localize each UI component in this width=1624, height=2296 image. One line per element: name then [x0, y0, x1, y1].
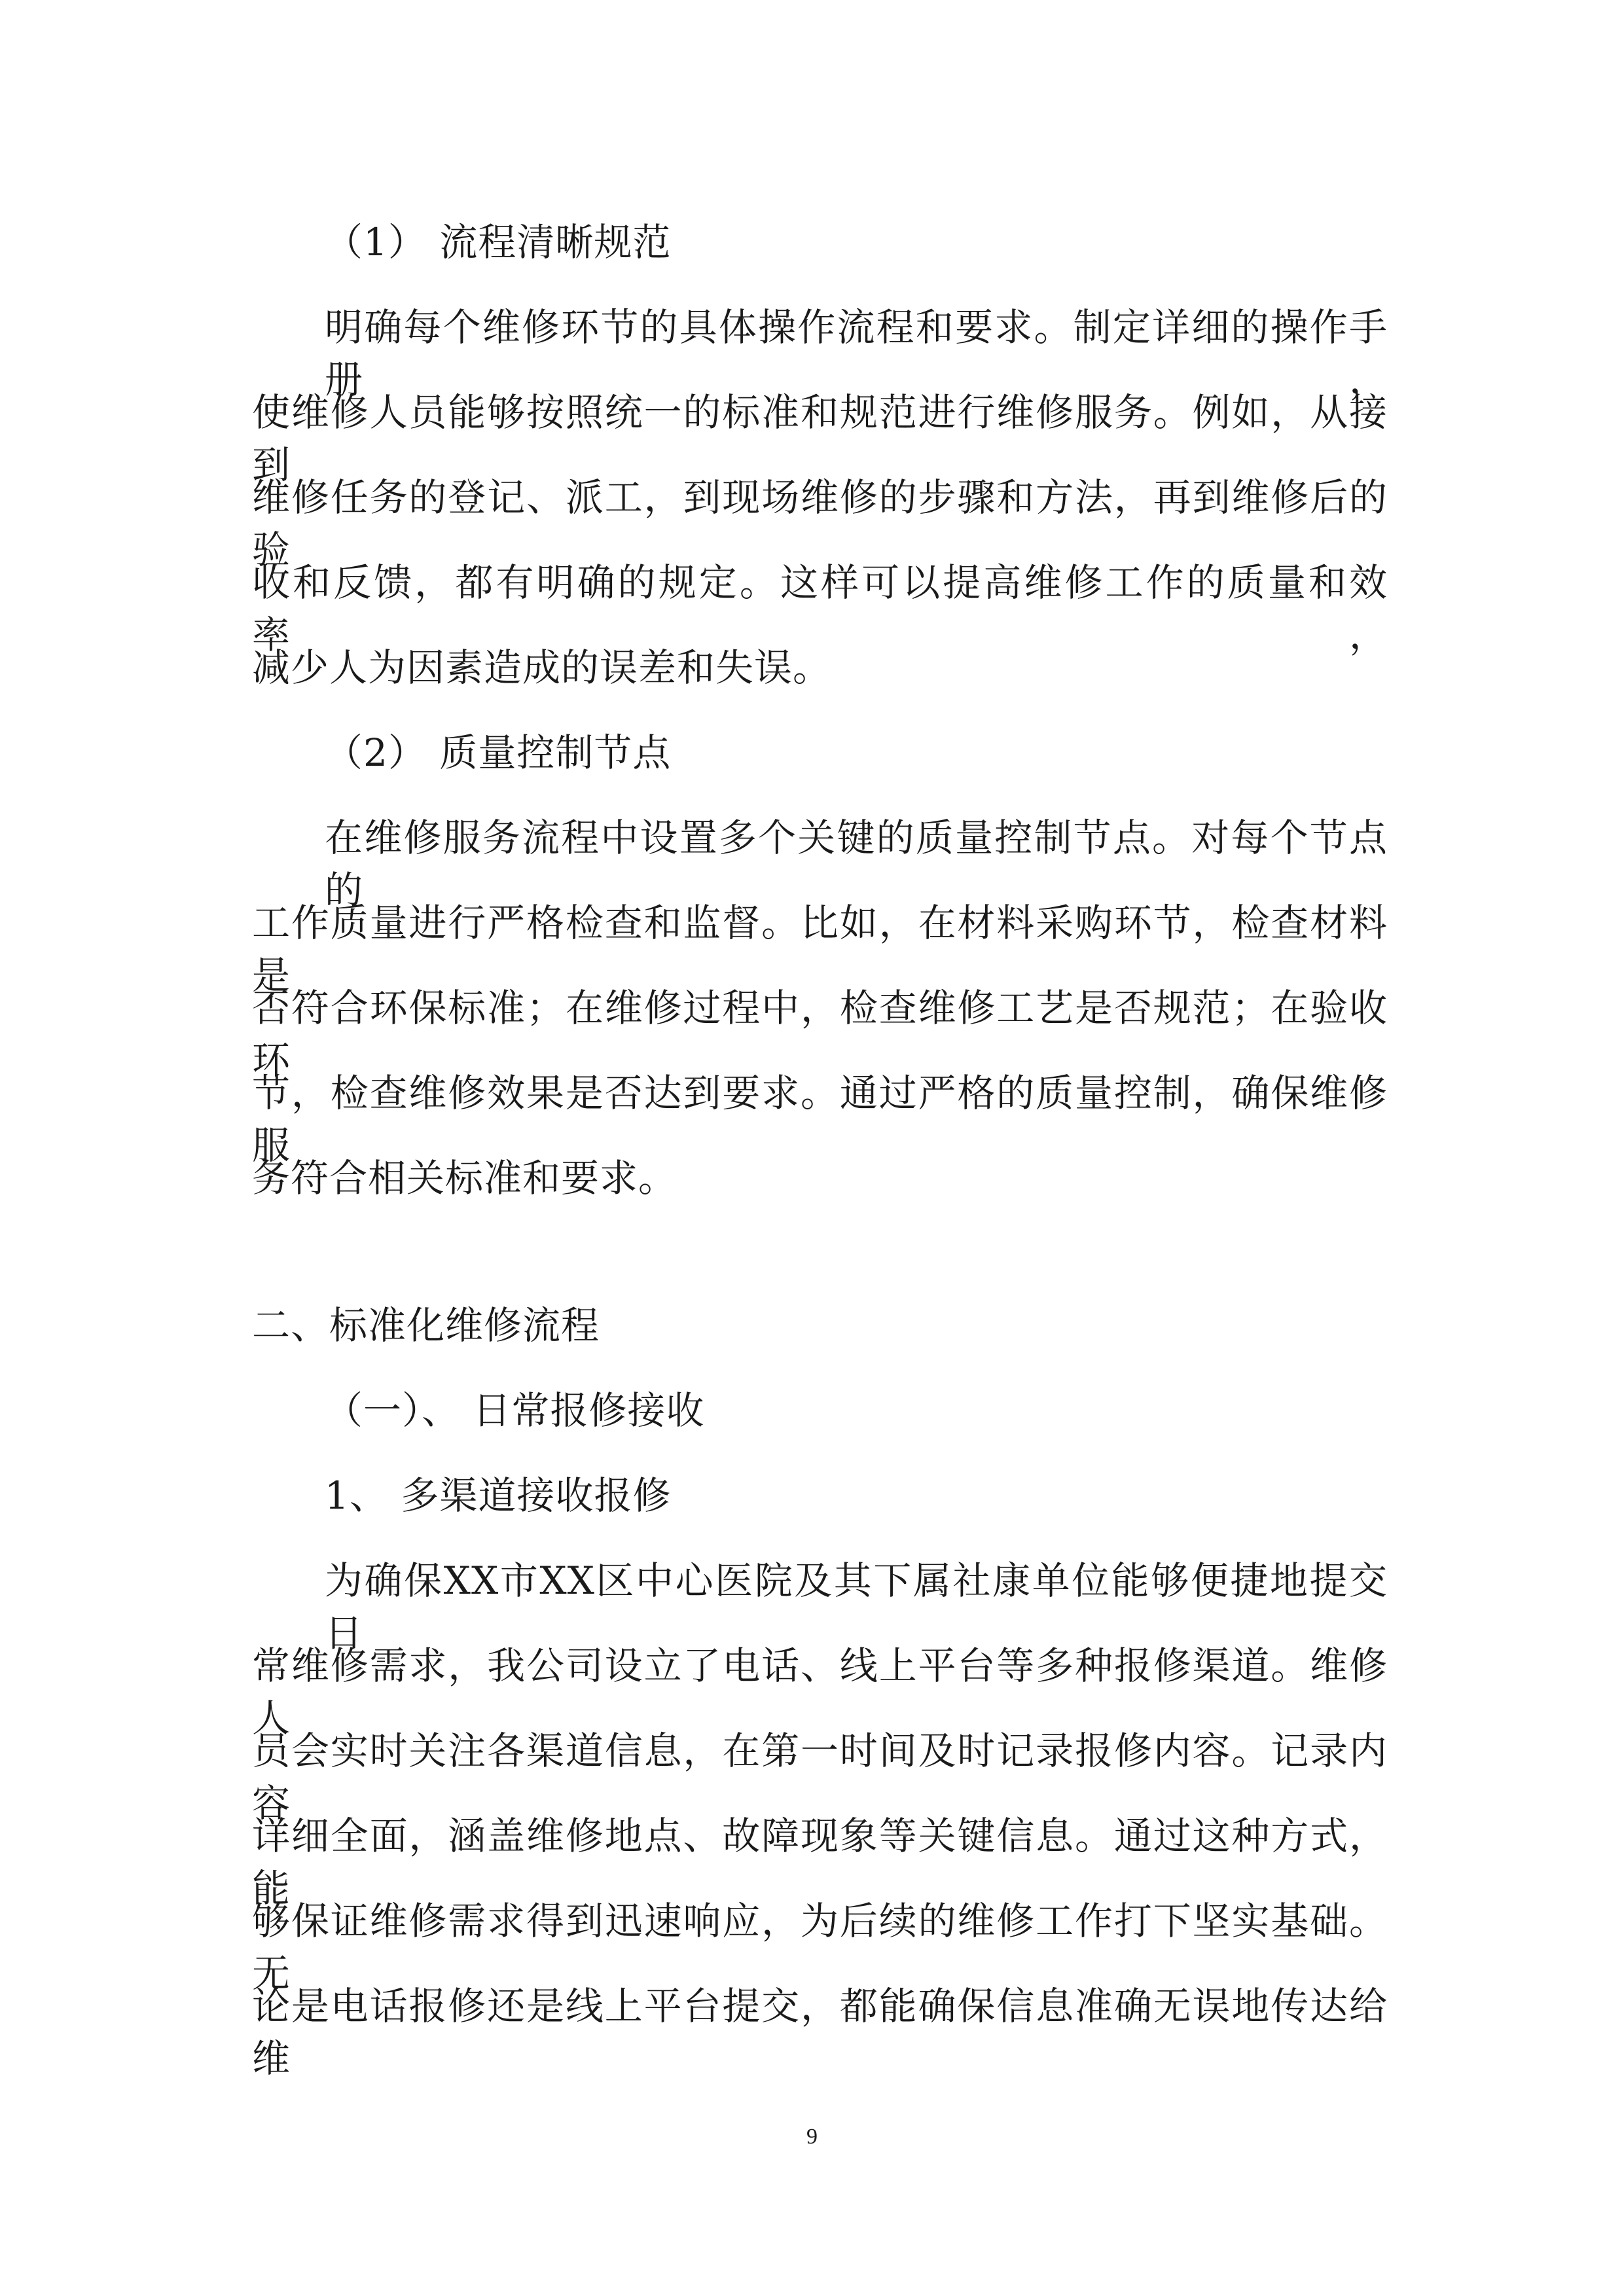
- subsection-heading-2: （2） 质量控制节点: [325, 730, 672, 775]
- paragraph-3-line-4: 详细全面，涵盖维修地点、故障现象等关键信息。通过这种方式，能: [252, 1814, 1388, 1910]
- subsection-heading-1: （1） 流程清晰规范: [325, 220, 672, 264]
- paragraph-3-line-2: 常维修需求，我公司设立了电话、线上平台等多种报修渠道。维修人: [252, 1643, 1388, 1740]
- paragraph-1-line-3: 维修任务的登记、派工，到现场维修的步骤和方法，再到维修后的验: [252, 475, 1388, 572]
- paragraph-1-line-2: 使维修人员能够按照统一的标准和规范进行维修服务。例如，从接到: [252, 390, 1388, 487]
- paragraph-1-line-4: 收和反馈，都有明确的规定。这样可以提高维修工作的质量和效率，: [252, 560, 1388, 657]
- paragraph-3-line-6: 论是电话报修还是线上平台提交，都能确保信息准确无误地传达给维: [252, 1984, 1388, 2081]
- paragraph-1-line-5: 减少人为因素造成的误差和失误。: [252, 645, 832, 690]
- paragraph-2-line-1: 在维修服务流程中设置多个关键的质量控制节点。对每个节点的: [325, 816, 1388, 912]
- item-heading: 1、 多渠道接收报修: [325, 1473, 672, 1518]
- section-heading: （一）、 日常报修接收: [325, 1388, 705, 1433]
- paragraph-3-line-3: 员会实时关注各渠道信息，在第一时间及时记录报修内容。记录内容: [252, 1729, 1388, 1825]
- paragraph-3-line-5: 够保证维修需求得到迅速响应，为后续的维修工作打下坚实基础。无: [252, 1899, 1388, 1996]
- paragraph-2-line-5: 务符合相关标准和要求。: [252, 1156, 677, 1200]
- paragraph-1-line-1: 明确每个维修环节的具体操作流程和要求。制定详细的操作手册，: [325, 305, 1388, 402]
- page-number: 9: [806, 2125, 818, 2149]
- chapter-heading: 二、标准化维修流程: [252, 1303, 600, 1348]
- paragraph-3-line-1: 为确保XX市XX区中心医院及其下属社康单位能够便捷地提交日: [325, 1558, 1388, 1655]
- paragraph-2-line-2: 工作质量进行严格检查和监督。比如，在材料采购环节，检查材料是: [252, 901, 1388, 997]
- paragraph-2-line-3: 否符合环保标准；在维修过程中，检查维修工艺是否规范；在验收环: [252, 986, 1388, 1083]
- paragraph-2-line-4: 节，检查维修效果是否达到要求。通过严格的质量控制，确保维修服: [252, 1071, 1388, 1168]
